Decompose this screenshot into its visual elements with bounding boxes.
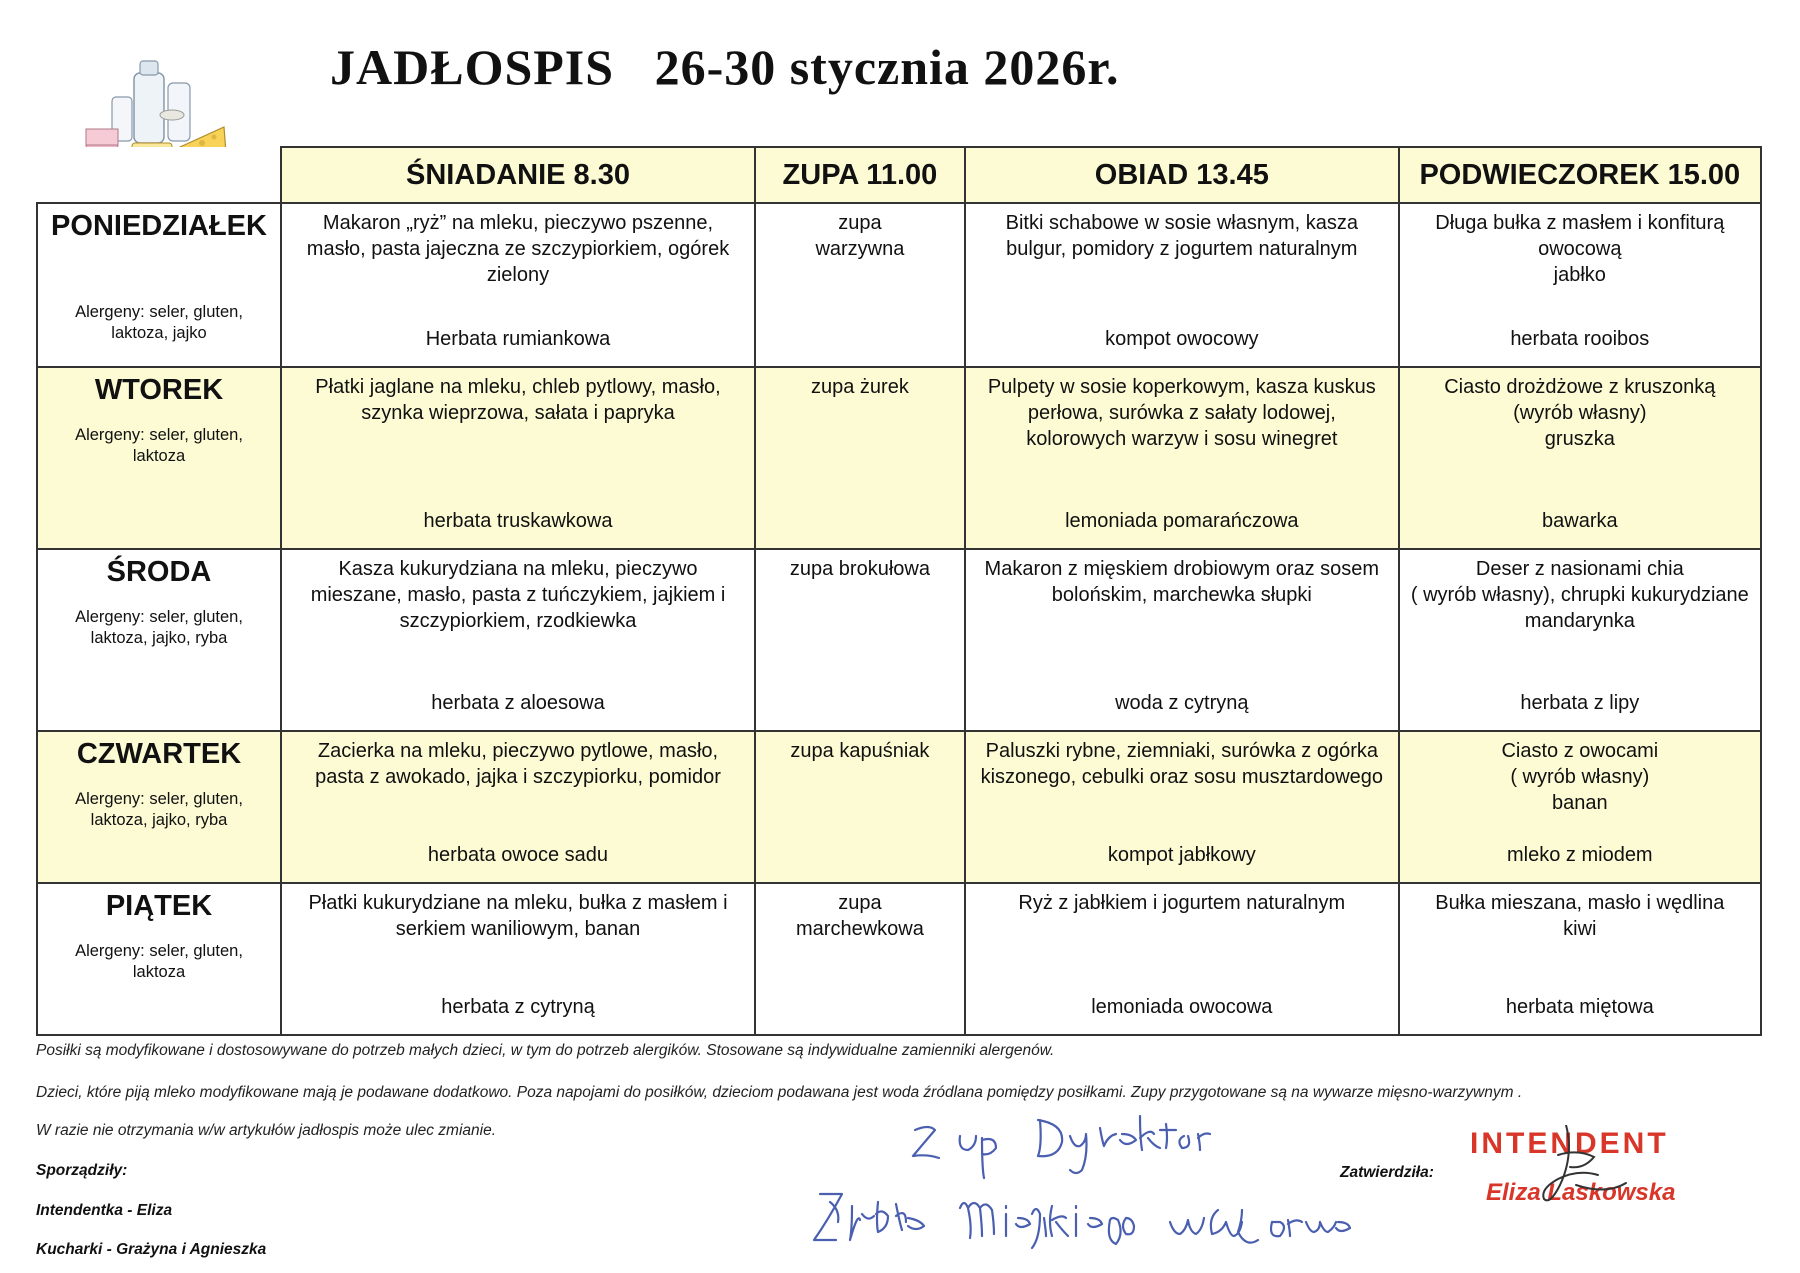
menu-table — [36, 146, 1762, 1036]
breakfast-cell — [281, 549, 755, 731]
breakfast-food: Płatki jaglane na mleku, chleb pytlowy, masło, szynka wieprzowa, sałata i papryka — [315, 376, 721, 424]
snack-drink: herbata miętowa — [1505, 996, 1654, 1018]
allergens-text: Alergeny: seler, gluten, laktoza, jajko, ryba — [75, 790, 243, 829]
snack-drink: mleko z miodem — [1507, 844, 1653, 866]
dinner-drink: kompot owocowy — [1105, 328, 1259, 350]
snack-food: Ciasto z owocami ( wyrób własny) banan — [1501, 740, 1659, 814]
breakfast-cell — [281, 731, 755, 883]
breakfast-cell — [281, 203, 755, 367]
snack-drink: herbata rooibos — [1510, 328, 1650, 350]
stamp-title: INTENDENT — [1470, 1127, 1669, 1160]
dinner-cell — [965, 367, 1399, 549]
dinner-food: Makaron z mięskiem drobiowym oraz sosem bolońskim, marchewka słupki — [984, 558, 1380, 606]
day-cell — [37, 203, 281, 367]
breakfast-drink: herbata truskawkowa — [423, 510, 613, 532]
header-row — [37, 147, 1761, 203]
breakfast-food: Kasza kukurydziana na mleku, pieczywo mieszane, masło, pasta z tuńczykiem, jajkiem i szczypiorkiem, rzodkiewka — [310, 558, 726, 632]
dinner-cell — [965, 883, 1399, 1035]
soup-cell — [755, 203, 965, 367]
day-cell — [37, 883, 281, 1035]
corner-cell — [37, 147, 281, 203]
snack-drink: bawarka — [1542, 510, 1618, 532]
day-cell — [37, 549, 281, 731]
day-row-monday — [37, 203, 1761, 367]
dinner-drink: woda z cytryną — [1115, 692, 1249, 714]
breakfast-drink: herbata z cytryną — [441, 996, 595, 1018]
stamp-name: Eliza Laskowska — [1486, 1179, 1676, 1206]
snack-food: Deser z nasionami chia ( wyrób własny), chrupki kukurydziane mandarynka — [1410, 558, 1749, 632]
dinner-drink: lemoniada pomarańczowa — [1065, 510, 1299, 532]
allergens-text: Alergeny: seler, gluten, laktoza, jajko — [75, 303, 243, 342]
menu-title: JADŁOSPIS 26-30 stycznia 2026r. — [330, 39, 1120, 95]
breakfast-cell — [281, 367, 755, 549]
day-cell — [37, 731, 281, 883]
soup-name: zupa kapuśniak — [790, 740, 930, 762]
snack-drink: herbata z lipy — [1520, 692, 1640, 714]
snack-food: Długa bułka z masłem i konfiturą owocową jabłko — [1435, 212, 1725, 286]
breakfast-food: Płatki kukurydziane na mleku, bułka z masłem i serkiem waniliowym, banan — [308, 892, 728, 940]
prepared-label: Sporządziły: — [36, 1162, 128, 1179]
allergens-text: Alergeny: seler, gluten, laktoza — [75, 426, 243, 465]
day-name: PONIEDZIAŁEK — [51, 210, 267, 242]
dinner-cell — [965, 549, 1399, 731]
soup-cell — [755, 883, 965, 1035]
day-name: PIĄTEK — [105, 890, 213, 922]
approved-label: Zatwierdziła: — [1340, 1164, 1434, 1181]
breakfast-food: Zacierka na mleku, pieczywo pytlowe, masło, pasta z awokado, jajka i szczypiorku, pomidor — [315, 740, 721, 788]
stamp-signature-scribble — [1470, 1125, 1700, 1225]
snack-food: Bułka mieszana, masło i wędlina kiwi — [1435, 892, 1725, 940]
note-allergens: Posiłki są modyfikowane i dostosowywane do potrzeb małych dzieci, w tym do potrzeb alergików. Stosowane są indywidualne zamienniki alergenów. — [36, 1042, 1055, 1059]
soup-name: zupa marchewkowa — [796, 892, 924, 940]
allergens-text: Alergeny: seler, gluten, laktoza — [75, 942, 243, 981]
soup-cell — [755, 367, 965, 549]
intendant-name: Intendentka - Eliza — [36, 1202, 173, 1219]
day-row-tuesday — [37, 367, 1761, 549]
soup-cell — [755, 731, 965, 883]
dinner-cell — [965, 731, 1399, 883]
column-header-snack: PODWIECZOREK 15.00 — [1399, 147, 1761, 203]
snack-cell — [1399, 203, 1761, 367]
snack-food: Ciasto drożdżowe z kruszonką (wyrób własny) gruszka — [1444, 376, 1716, 450]
dinner-food: Ryż z jabłkiem i jogurtem naturalnym — [1018, 892, 1346, 914]
intendant-stamp — [1470, 1125, 1700, 1225]
day-cell — [37, 367, 281, 549]
day-row-friday — [37, 883, 1761, 1035]
column-header-soup: ZUPA 11.00 — [755, 147, 965, 203]
note-water: Dzieci, które piją mleko modyfikowane mają je podawane dodatkowo. Poza napojami do posiłków, dzieciom podawana jest woda źródlana pomiędzy posiłkami. Zupy przygotowane są na wywarze mięsno-warzywnym . — [36, 1084, 1523, 1101]
snack-cell — [1399, 731, 1761, 883]
day-row-thursday — [37, 731, 1761, 883]
breakfast-cell — [281, 883, 755, 1035]
day-name: ŚRODA — [106, 556, 212, 588]
soup-name: zupa warzywna — [815, 212, 905, 260]
handwritten-signature — [800, 1110, 1460, 1260]
snack-cell — [1399, 367, 1761, 549]
dinner-food: Pulpety w sosie koperkowym, kasza kuskus perłowa, surówka z sałaty lodowej, kolorowych warzyw i sosu winegret — [987, 376, 1376, 450]
soup-cell — [755, 549, 965, 731]
column-header-dinner: OBIAD 13.45 — [965, 147, 1399, 203]
day-name: CZWARTEK — [76, 738, 242, 770]
day-name: WTOREK — [94, 374, 224, 406]
column-header-breakfast: ŚNIADANIE 8.30 — [281, 147, 755, 203]
soup-name: zupa żurek — [810, 376, 909, 398]
breakfast-drink: herbata z aloesowa — [431, 692, 605, 714]
dinner-cell — [965, 203, 1399, 367]
snack-cell — [1399, 549, 1761, 731]
dinner-food: Paluszki rybne, ziemniaki, surówka z ogórka kiszonego, cebulki oraz sosu musztardowego — [980, 740, 1384, 788]
breakfast-drink: herbata owoce sadu — [427, 844, 609, 866]
dinner-food: Bitki schabowe w sosie własnym, kasza bulgur, pomidory z jogurtem naturalnym — [1005, 212, 1358, 260]
breakfast-drink: Herbata rumiankowa — [425, 328, 611, 350]
breakfast-food: Makaron „ryż” na mleku, pieczywo pszenne, masło, pasta jajeczna ze szczypiorkiem, ogórek zielony — [306, 212, 730, 286]
snack-cell — [1399, 883, 1761, 1035]
cooks-names: Kucharki - Grażyna i Agnieszka — [36, 1241, 267, 1258]
note-changes: W razie nie otrzymania w/w artykułów jadłospis może ulec zmianie. — [36, 1122, 496, 1139]
day-row-wednesday — [37, 549, 1761, 731]
allergens-text: Alergeny: seler, gluten, laktoza, jajko, ryba — [75, 608, 243, 647]
soup-name: zupa brokułowa — [789, 558, 930, 580]
dinner-drink: lemoniada owocowa — [1091, 996, 1273, 1018]
dinner-drink: kompot jabłkowy — [1107, 844, 1256, 866]
